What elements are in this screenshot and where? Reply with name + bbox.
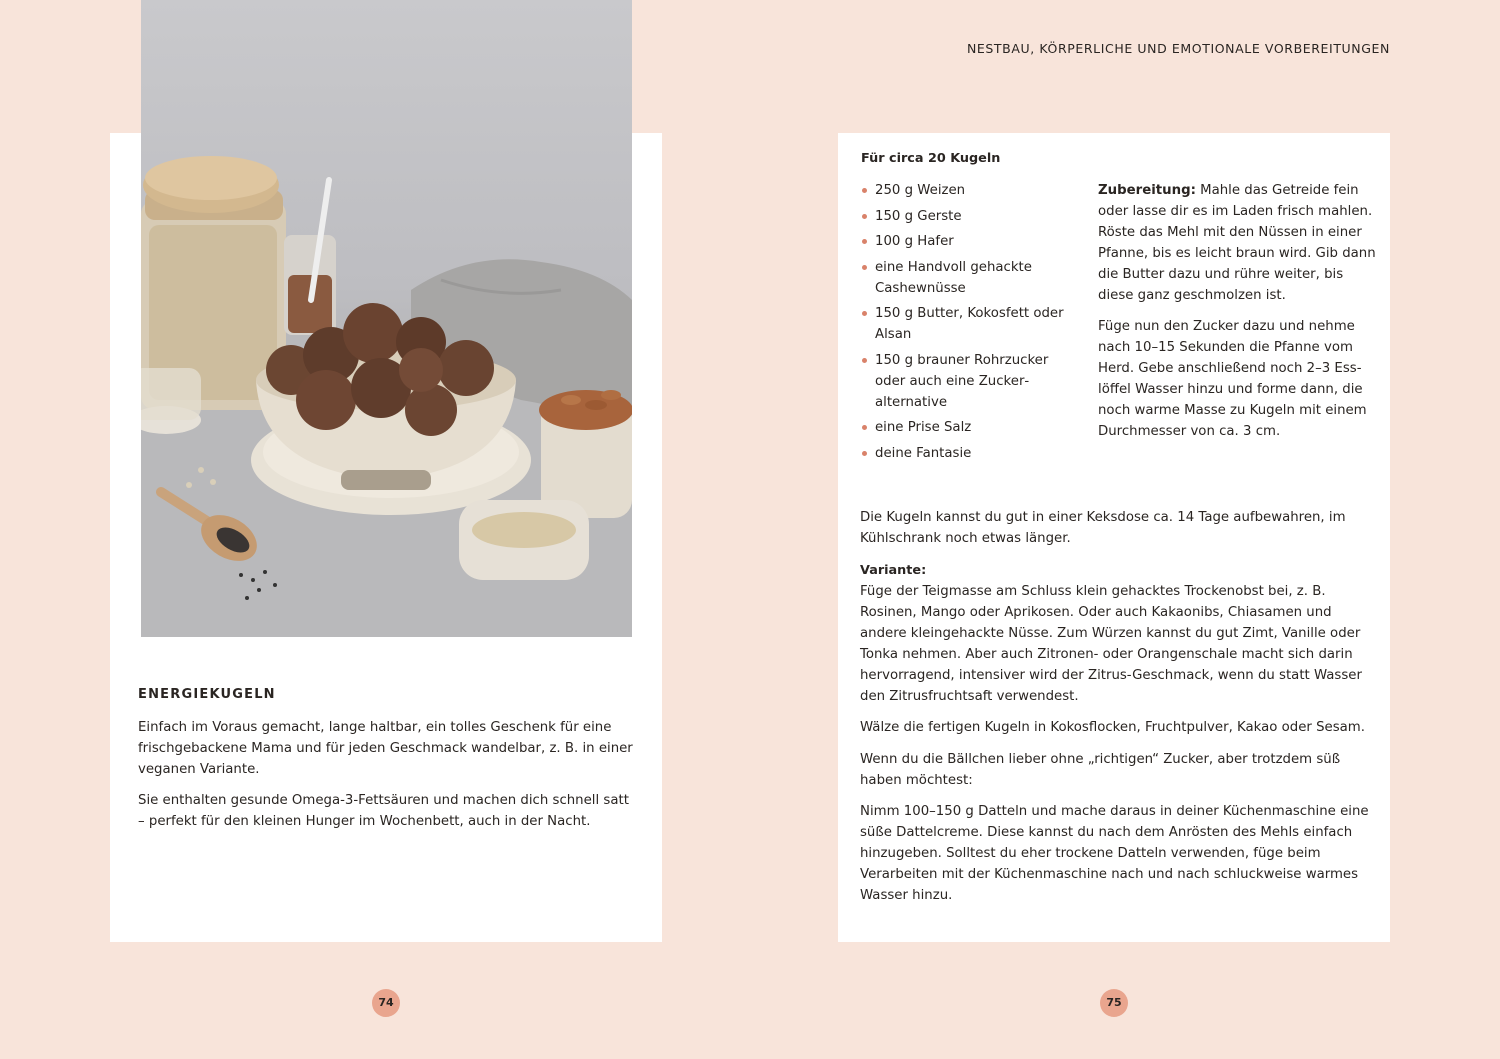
ingredient-item: 250 g Weizen <box>861 180 1071 201</box>
sugar-free-intro: Wenn du die Bällchen lieber ohne „richtigen“ Zucker, aber trotzdem süß haben möchtest: <box>860 751 1341 788</box>
ingredient-item: eine Handvoll gehackte Cashewnüsse <box>861 257 1071 299</box>
ingredient-item: 100 g Hafer <box>861 231 1071 252</box>
ingredient-item: eine Prise Salz <box>861 417 1071 438</box>
prep-text: Mahle das Getreide fein oder lasse dir es im Laden frisch mahlen. Röste das Mehl mit den Nüssen in einer Pfanne, bis es leicht braun wird. Gib dann die Butter dazu und rühre weiter, bis diese ganz geschmolzen ist. <box>1098 183 1376 303</box>
energy-balls-photo <box>141 0 632 637</box>
photo-illustration <box>141 0 632 637</box>
intro-paragraph: Einfach im Voraus gemacht, lange haltbar, ein tolles Geschenk für eine frischgebackene Mama und für jeden Geschmack wandelbar, z. B. in einer veganen Variante. <box>138 720 633 777</box>
coating-note: Wälze die fertigen Kugeln in Kokosflocken, Fruchtpulver, Kakao oder Sesam. <box>860 720 1365 735</box>
running-header: NESTBAU, KÖRPERLICHE UND EMOTIONALE VORBEREITUNGEN <box>966 41 1390 56</box>
ingredient-item: deine Fantasie <box>861 443 1071 464</box>
dates-note: Nimm 100–150 g Datteln und mache daraus in deiner Küchenmaschine eine süße Dattelcreme. Diese kannst du nach dem Anrösten des Mehls einfach hinzugeben. Solltest du eher trockene Datteln verwenden, füge beim Verarbeiten mit der Küchenmaschine nach und nach schluckweise warmes Wasser hinzu. <box>860 804 1369 903</box>
storage-note: Die Kugeln kannst du gut in einer Keksdose ca. 14 Tage aufbewahren, im Kühlschrank noch etwas länger. <box>860 510 1346 546</box>
variant-block <box>860 560 1375 707</box>
recipe-yield: Für circa 20 Kugeln <box>861 151 1001 166</box>
ingredient-item: 150 g Gerste <box>861 206 1071 227</box>
recipe-notes <box>860 507 1375 917</box>
prep-label: Zubereitung: <box>1098 183 1196 198</box>
recipe-title: ENERGIEKUGELN <box>138 687 276 702</box>
ingredient-item: 150 g Butter, Kokosfett oder Alsan <box>861 303 1071 345</box>
prep-paragraph: Füge nun den Zucker dazu und nehme nach 10–15 Sekunden die Pfanne vom Herd. Gebe anschließend noch 2–3 Esslöffel Wasser hinzu und forme dann, die noch warme Masse zu Kugeln mit einem Durchmesser von ca. 3 cm. <box>1098 319 1367 439</box>
variant-text: Füge der Teigmasse am Schluss klein gehacktes Trockenobst bei, z. B. Rosinen, Mango oder Aprikosen. Oder auch Kakaonibs, Chiasamen und andere kleingehackte Nüsse. Zum Würzen kannst du gut Zimt, Vanille oder Tonka nehmen. Aber auch Zitronen- oder Orangenschale macht sich darin hervorragend, intensiver wird der Zitrus-Geschmack, wenn du statt Wasser den Zitrusfruchtsaft verwendest. <box>860 583 1362 704</box>
intro-paragraph: Sie enthalten gesunde Omega-3-Fettsäuren und machen dich schnell satt – perfekt für den kleinen Hunger im Wochenbett, auch in der Nacht. <box>138 793 629 829</box>
page-number-left: 74 <box>372 989 400 1017</box>
ingredient-list <box>861 180 1071 468</box>
recipe-intro <box>138 717 638 842</box>
prep-paragraph <box>1098 180 1378 306</box>
preparation-text <box>1098 180 1378 452</box>
ingredient-item: 150 g brauner Rohrzucker oder auch eine Zuckeralternative <box>861 350 1071 413</box>
page-number-right: 75 <box>1100 989 1128 1017</box>
variant-label: Variante: <box>860 562 927 578</box>
